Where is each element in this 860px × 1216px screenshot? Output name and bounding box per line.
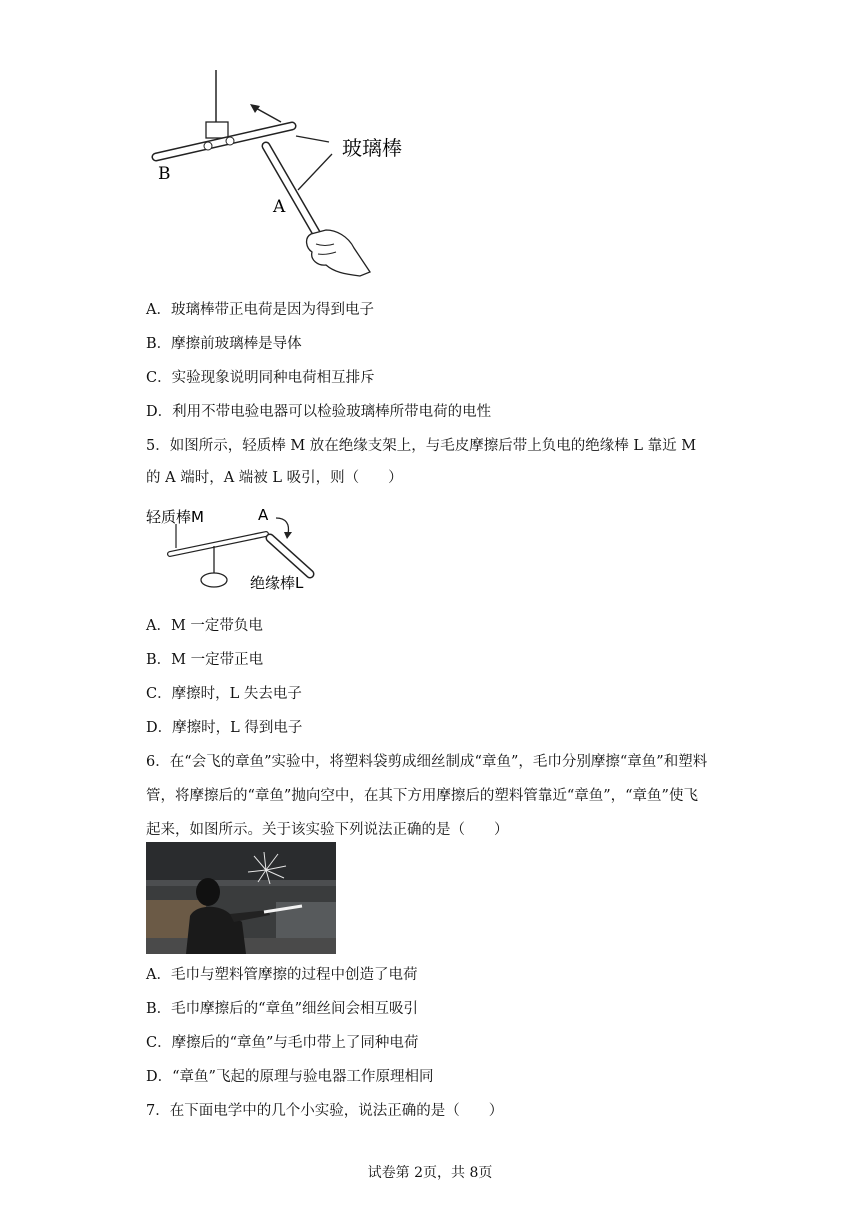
- q6-stem-line2: 管，将摩擦后的“章鱼”抛向空中，在其下方用摩擦后的塑料管靠近“章鱼”，“章鱼”使飞: [146, 788, 698, 804]
- end-b-label: B: [158, 164, 171, 184]
- light-rod-figure: [146, 502, 316, 594]
- q5-option-d: D．摩擦时，L 得到电子: [146, 720, 303, 736]
- q5-option-a: A．M 一定带负电: [146, 618, 263, 634]
- q4-option-b: B．摩擦前玻璃棒是导体: [146, 336, 302, 352]
- q6-stem-line3: 起来，如图所示。关于该实验下列说法正确的是（ ）: [146, 822, 509, 838]
- glass-rod-figure: [146, 62, 446, 288]
- q4-option-a: A．玻璃棒带正电荷是因为得到电子: [146, 302, 374, 318]
- q4-option-c: C．实验现象说明同种电荷相互排斥: [146, 370, 375, 386]
- q6-option-b: B．毛巾摩擦后的“章鱼”细丝间会相互吸引: [146, 1001, 418, 1017]
- page-footer: 试卷第 2页，共 8页: [367, 1165, 493, 1181]
- rod-l-label: 绝缘棒L: [250, 574, 304, 592]
- q4-option-d: D．利用不带电验电器可以检验玻璃棒所带电荷的电性: [146, 404, 492, 420]
- glass-rod-label: 玻璃棒: [342, 136, 402, 160]
- flying-octopus-photo: [146, 842, 336, 954]
- q5-stem-line1: 5．如图所示，轻质棒 M 放在绝缘支架上，与毛皮摩擦后带上负电的绝缘棒 L 靠近 M: [146, 438, 697, 454]
- q6-option-d: D．“章鱼”飞起的原理与验电器工作原理相同: [146, 1069, 434, 1085]
- q6-option-a: A．毛巾与塑料管摩擦的过程中创造了电荷: [146, 967, 418, 983]
- q5-stem-line2: 的 A 端时，A 端被 L 吸引，则（ ）: [146, 470, 403, 486]
- end-a-label: A: [258, 506, 269, 524]
- q7-stem-line1: 7．在下面电学中的几个小实验，说法正确的是（ ）: [146, 1103, 504, 1119]
- q6-option-c: C．摩擦后的“章鱼”与毛巾带上了同种电荷: [146, 1035, 419, 1051]
- end-a-label: A: [273, 197, 286, 217]
- q6-stem-line1: 6．在“会飞的章鱼”实验中，将塑料袋剪成细丝制成“章鱼”，毛巾分别摩擦“章鱼”和塑料: [146, 754, 708, 770]
- rod-m-label: 轻质棒M: [146, 508, 204, 526]
- q5-option-b: B．M 一定带正电: [146, 652, 264, 668]
- q5-option-c: C．摩擦时，L 失去电子: [146, 686, 302, 702]
